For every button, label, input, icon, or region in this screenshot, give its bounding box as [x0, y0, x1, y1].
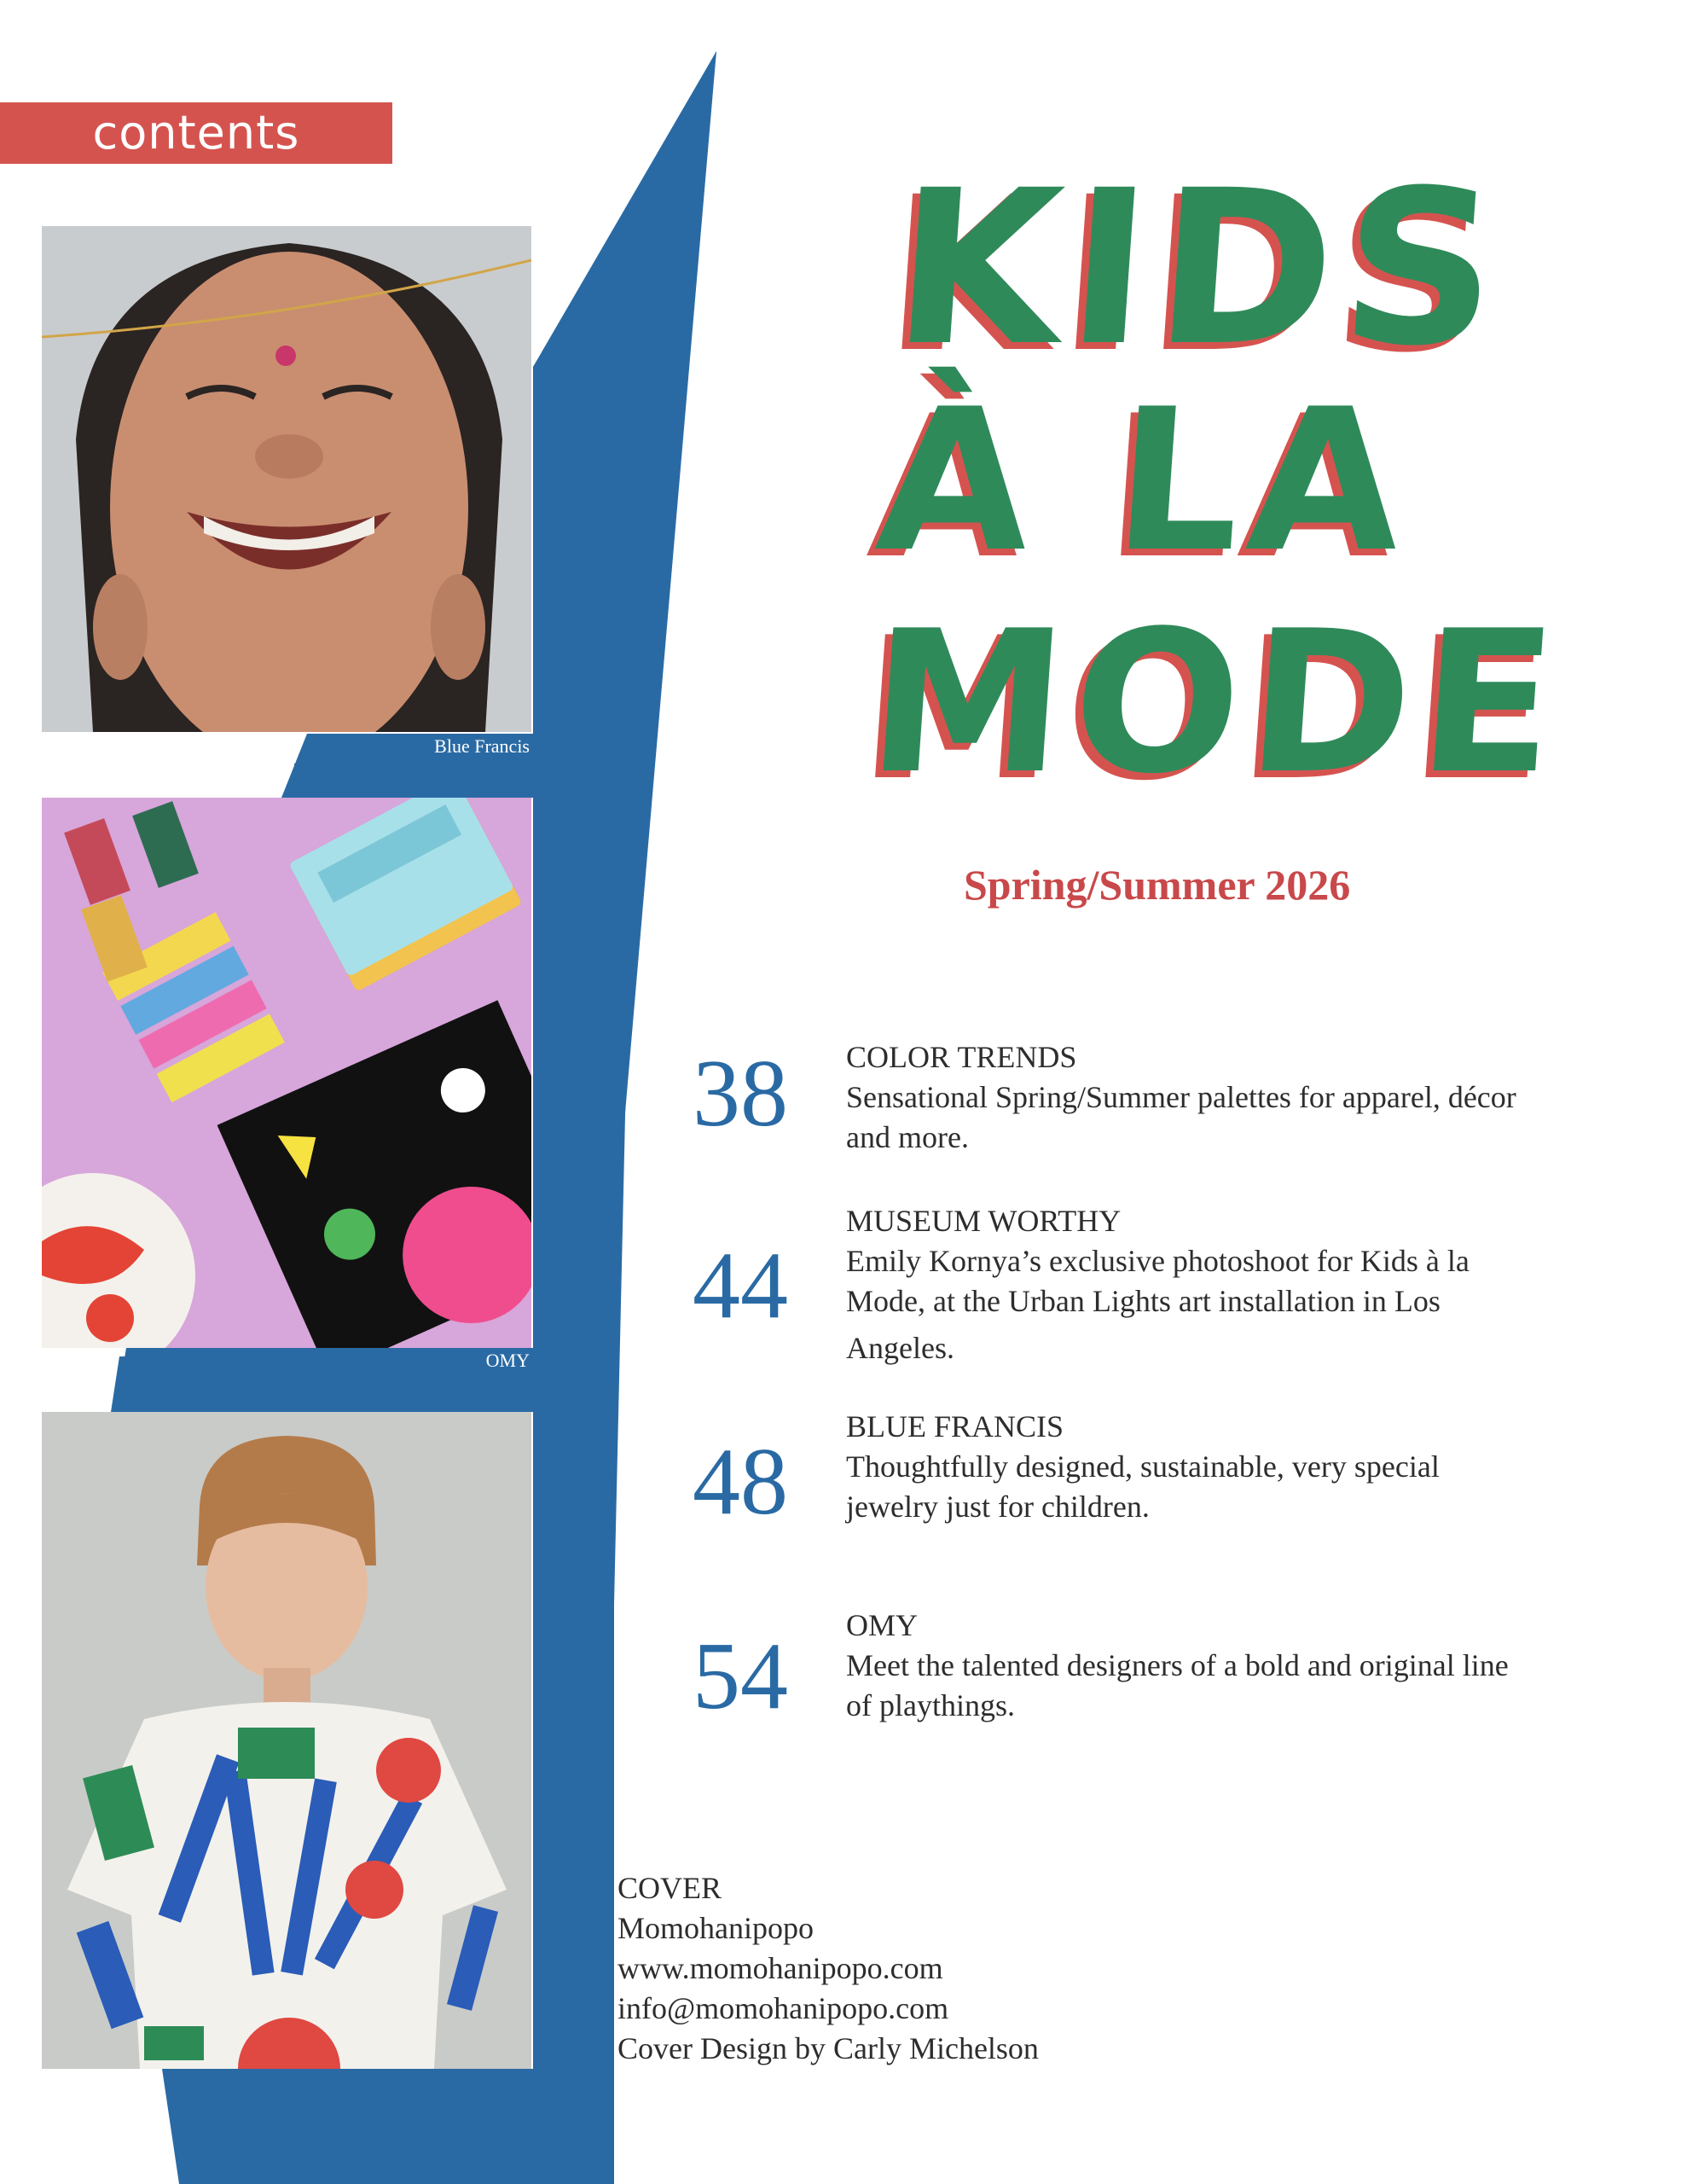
toc-description-line: Meet the talented designers of a bold and original line	[846, 1648, 1509, 1682]
toc-entry-blue-francis	[846, 1407, 1580, 1527]
toc-page-number: 38	[693, 1041, 788, 1147]
magazine-logo	[861, 144, 1571, 819]
cover-credits	[617, 1868, 1039, 2069]
toc-entry-color-trends	[846, 1037, 1580, 1158]
toc-description-line: jewelry just for children.	[846, 1490, 1150, 1524]
toc-title: OMY	[846, 1608, 919, 1642]
logo-line-2: À LA	[870, 368, 1418, 595]
photo-credit-blue-francis: Blue Francis	[434, 735, 530, 757]
toc-description-line: Thoughtfully designed, sustainable, very special	[846, 1449, 1440, 1484]
toc-page-number: 54	[693, 1623, 788, 1729]
toc-description-line: Mode, at the Urban Lights art installation in Los	[846, 1284, 1441, 1318]
toc-description-line: Sensational Spring/Summer palettes for apparel, décor	[846, 1080, 1516, 1114]
toc-page-number: 44	[693, 1233, 788, 1339]
photo-girl-jewelry	[42, 226, 531, 732]
toc-entry-museum-worthy	[846, 1201, 1580, 1368]
toc-page-number: 48	[693, 1429, 788, 1535]
cover-website: www.momohanipopo.com	[617, 1951, 943, 1985]
cover-email: info@momohanipopo.com	[617, 1991, 949, 2025]
toc-title: BLUE FRANCIS	[846, 1409, 1064, 1443]
toc-title: COLOR TRENDS	[846, 1040, 1077, 1074]
photo-boy-tshirt	[42, 1412, 531, 2069]
logo-line-3: MODE	[861, 590, 1571, 817]
toc-description-line: of playthings.	[846, 1688, 1015, 1722]
photo-credit-omy: OMY	[485, 1350, 530, 1371]
toc-description-line: Emily Kornya’s exclusive photoshoot for Kids à la	[846, 1244, 1470, 1278]
toc-entry-omy	[846, 1606, 1580, 1726]
toc-title: MUSEUM WORTHY	[846, 1204, 1122, 1238]
logo-line-1: KIDS	[886, 144, 1514, 392]
photo-omy-products	[42, 798, 531, 1348]
section-tab: contents	[0, 102, 392, 164]
issue-season: Spring/Summer 2026	[964, 861, 1351, 909]
toc-description-line: and more.	[846, 1120, 969, 1154]
cover-brand: Momohanipopo	[617, 1911, 814, 1945]
cover-design-credit: Cover Design by Carly Michelson	[617, 2031, 1039, 2065]
cover-heading: COVER	[617, 1871, 722, 1905]
toc-description-line: Angeles.	[846, 1331, 954, 1365]
